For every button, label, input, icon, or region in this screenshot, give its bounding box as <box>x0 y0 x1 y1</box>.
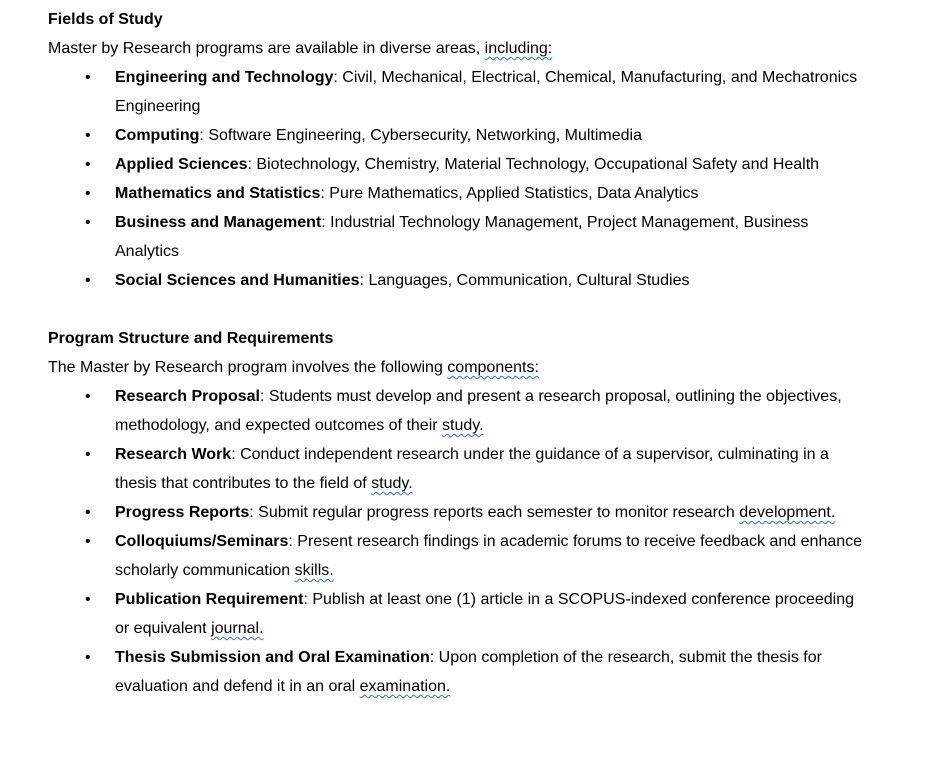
list-item <box>48 527 863 585</box>
section-intro <box>48 34 863 63</box>
bold-text-run: Social Sciences and Humanities <box>115 272 360 289</box>
list-item <box>48 643 863 701</box>
list-item <box>48 498 863 527</box>
list-item <box>48 266 863 295</box>
bold-text-run: Publication Requirement <box>115 591 304 608</box>
list-item-text <box>115 504 835 521</box>
section-heading: Program Structure and Requirements <box>48 330 334 347</box>
bullet-list <box>48 382 863 701</box>
bullet-icon: • <box>85 185 91 202</box>
spellcheck-flagged-text: journal. <box>211 620 264 637</box>
spellcheck-flagged-text: study. <box>371 475 413 492</box>
spellcheck-flagged-text: examination. <box>359 678 451 695</box>
bold-text-run: Business and Management <box>115 214 322 231</box>
text-run: The Master by Research program involves the following <box>48 359 448 376</box>
bullet-icon: • <box>85 446 91 463</box>
text-run: : Languages, Communication, Cultural Studies <box>359 272 690 289</box>
list-item-text <box>115 214 808 260</box>
bullet-icon: • <box>85 649 91 666</box>
section-intro <box>48 353 863 382</box>
text-run: : Conduct independent research under the guidance of a supervisor, culminating in a thesis that contributes to the field of <box>115 446 829 492</box>
list-item <box>48 440 863 498</box>
bold-text-run: Research Work <box>115 446 232 463</box>
text-run: : Submit regular progress reports each semester to monitor research <box>249 504 740 521</box>
bullet-icon: • <box>85 533 91 550</box>
spellcheck-flagged-text: components: <box>447 359 539 376</box>
text-run: : Students must develop and present a research proposal, outlining the objectives, methodology, and expected outcomes of their <box>115 388 842 434</box>
text-run: : Biotechnology, Chemistry, Material Technology, Occupational Safety and Health <box>247 156 820 173</box>
list-item <box>48 63 863 121</box>
bullet-icon: • <box>85 69 91 86</box>
bullet-icon: • <box>85 127 91 144</box>
list-item-text <box>115 156 819 173</box>
bullet-icon: • <box>85 272 91 289</box>
bullet-icon: • <box>85 156 91 173</box>
text-run: : Present research findings in academic forums to receive feedback and enhance scholarly communication <box>115 533 863 579</box>
list-item-text <box>115 649 822 695</box>
bold-text-run: Mathematics and Statistics <box>115 185 321 202</box>
bold-text-run: Thesis Submission and Oral Examination <box>115 649 430 666</box>
document-section <box>48 5 863 295</box>
spellcheck-flagged-text: development. <box>739 504 836 521</box>
bold-text-run: Research Proposal <box>115 388 260 405</box>
spellcheck-flagged-text: skills. <box>294 562 334 579</box>
list-item <box>48 179 863 208</box>
document-section <box>48 324 863 701</box>
text-run: : Upon completion of the research, submit the thesis for evaluation and defend it in an oral <box>115 649 822 695</box>
text-run: : Civil, Mechanical, Electrical, Chemical, Manufacturing, and Mechatronics Engineering <box>115 69 858 115</box>
bullet-list <box>48 63 863 295</box>
text-run: : Pure Mathematics, Applied Statistics, Data Analytics <box>320 185 699 202</box>
spellcheck-flagged-text: including: <box>484 40 553 57</box>
list-item-text <box>115 127 642 144</box>
bold-text-run: Computing <box>115 127 200 144</box>
list-item <box>48 382 863 440</box>
bullet-icon: • <box>85 504 91 521</box>
list-item-text <box>115 388 842 434</box>
text-run: : Industrial Technology Management, Project Management, Business Analytics <box>115 214 809 260</box>
bold-text-run: Engineering and Technology <box>115 69 334 86</box>
spellcheck-flagged-text: study. <box>442 417 484 434</box>
list-item <box>48 585 863 643</box>
bullet-icon: • <box>85 591 91 608</box>
list-item-text <box>115 69 857 115</box>
list-item-text <box>115 533 862 579</box>
list-item <box>48 150 863 179</box>
bold-text-run: Applied Sciences <box>115 156 248 173</box>
bold-text-run: Colloquiums/Seminars <box>115 533 289 550</box>
bold-text-run: Progress Reports <box>115 504 250 521</box>
text-run: : Software Engineering, Cybersecurity, Networking, Multimedia <box>199 127 642 144</box>
list-item <box>48 208 863 266</box>
list-item-text <box>115 591 854 637</box>
section-heading: Fields of Study <box>48 11 163 28</box>
bullet-icon: • <box>85 388 91 405</box>
list-item <box>48 121 863 150</box>
list-item-text <box>115 185 698 202</box>
bullet-icon: • <box>85 214 91 231</box>
list-item-text <box>115 446 829 492</box>
list-item-text <box>115 272 690 289</box>
text-run: : Publish at least one (1) article in a SCOPUS-indexed conference proceeding or equivalent <box>115 591 854 637</box>
text-run: Master by Research programs are available in diverse areas, <box>48 40 485 57</box>
